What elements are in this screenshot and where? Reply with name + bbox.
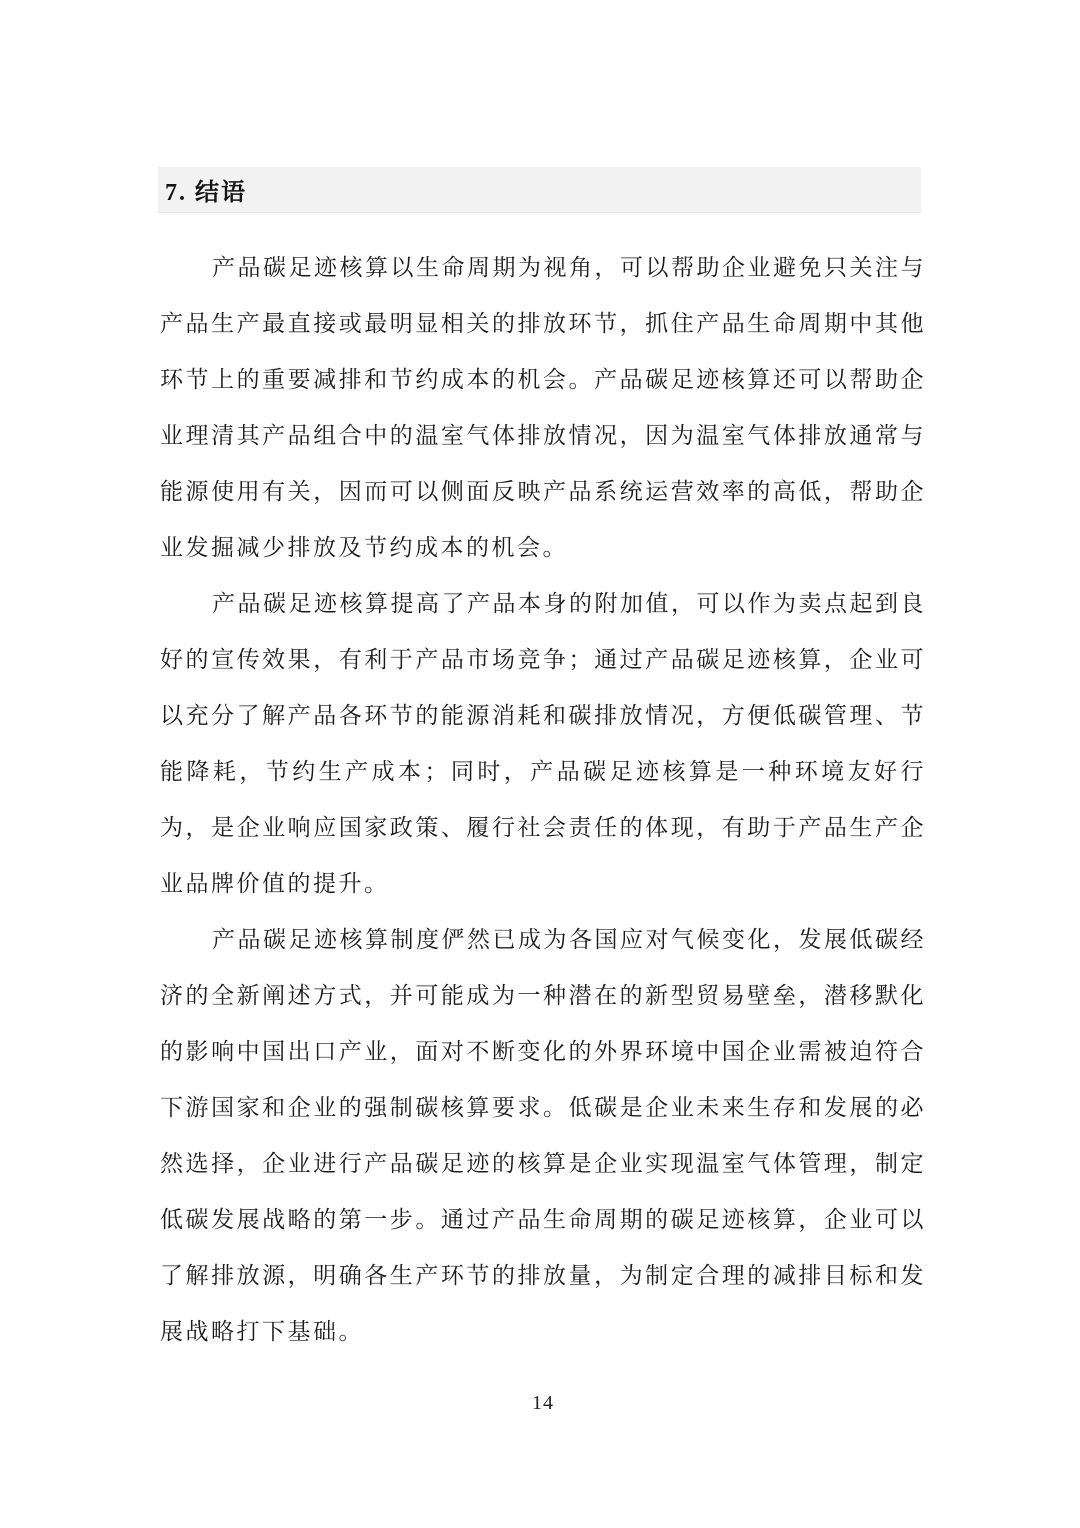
paragraph-3: 产品碳足迹核算制度俨然已成为各国应对气候变化，发展低碳经济的全新阐述方式，并可能成为一种潜在的新型贸易壁垒，潜移默化的影响中国出口产业，面对不断变化的外界环境中国企业需被迫符合下游国家和企业的强制碳核算要求。低碳是企业未来生存和发展的必然选择，企业进行产品碳足迹的核算是企业实现温室气体管理，制定低碳发展战略的第一步。通过产品生命周期的碳足迹核算，企业可以了解排放源，明确各生产环节的排放量，为制定合理的减排目标和发展战略打下基础。 bbox=[160, 927, 926, 1344]
page-number: 14 bbox=[532, 1392, 554, 1414]
section-heading: 7. 结语 bbox=[165, 180, 247, 206]
body-text bbox=[160, 240, 926, 1360]
paragraph-1: 产品碳足迹核算以生命周期为视角，可以帮助企业避免只关注与产品生产最直接或最明显相关的排放环节，抓住产品生命周期中其他环节上的重要减排和节约成本的机会。产品碳足迹核算还可以帮助企业理清其产品组合中的温室气体排放情况，因为温室气体排放通常与能源使用有关，因而可以侧面反映产品系统运营效率的高低，帮助企业发掘减少排放及节约成本的机会。 bbox=[160, 255, 926, 560]
section-heading-bar bbox=[158, 167, 921, 213]
paragraph-2: 产品碳足迹核算提高了产品本身的附加值，可以作为卖点起到良好的宣传效果，有利于产品市场竞争；通过产品碳足迹核算，企业可以充分了解产品各环节的能源消耗和碳排放情况，方便低碳管理、节能降耗，节约生产成本；同时，产品碳足迹核算是一种环境友好行为，是企业响应国家政策、履行社会责任的体现，有助于产品生产企业品牌价值的提升。 bbox=[160, 591, 926, 896]
